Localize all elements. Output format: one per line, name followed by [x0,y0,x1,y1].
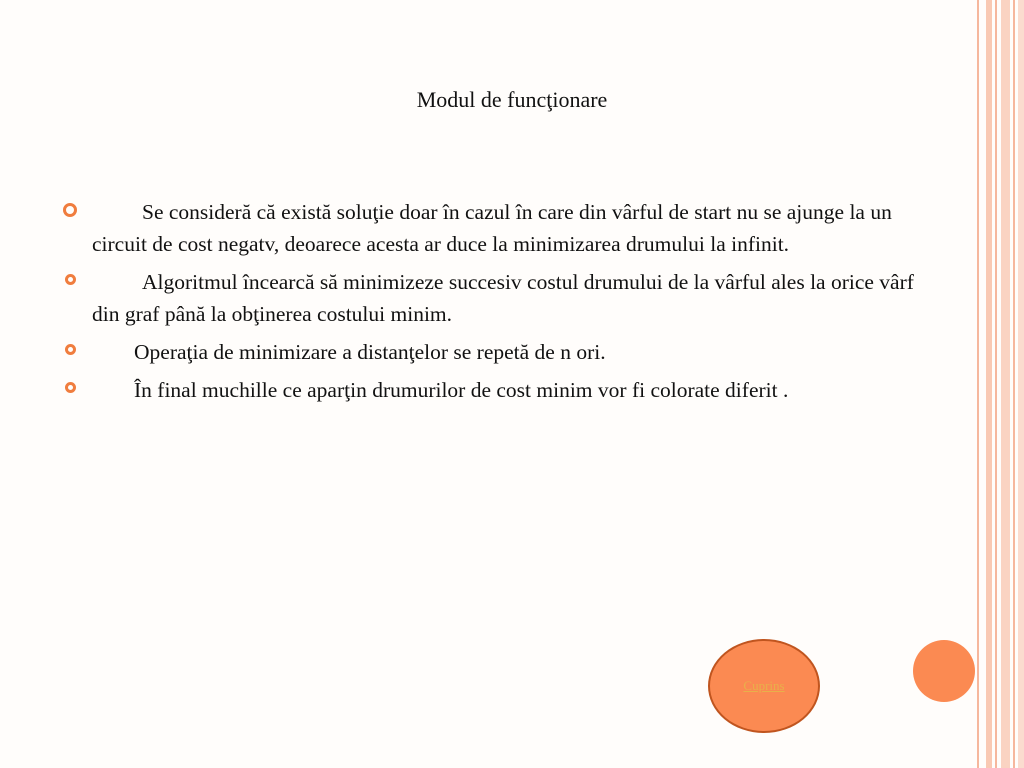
decor-stripe [977,0,979,768]
ring-bullet-icon [65,344,76,355]
slide-title: Modul de funcţionare [416,87,608,112]
list-item [62,266,942,330]
bullet-text: Se consideră că există soluţie doar în cazul în care din vârful de start nu se ajunge la un circuit de cost negatv, deoarece acesta ar duce la minimizarea drumului la infinit. [92,200,892,256]
bullet-text: Operaţia de minimizare a distanţelor se repetă de n ori. [134,340,606,364]
cuprins-link[interactable]: Cuprins [743,678,785,693]
bullet-text: În final muchille ce aparţin drumurilor de cost minim vor fi colorate diferit . [134,378,789,402]
ring-bullet-icon [63,203,77,217]
cuprins-button[interactable] [708,639,820,733]
decor-circle [913,640,975,702]
list-item [62,196,942,260]
ring-bullet-icon [65,274,76,285]
bullet-list [62,196,942,412]
decor-stripe [986,0,992,768]
decor-stripe [1018,0,1024,768]
decor-stripe [1001,0,1010,768]
list-item [62,336,942,368]
ring-bullet-icon [65,382,76,393]
decor-stripe [1013,0,1015,768]
list-item [62,374,942,406]
bullet-text: Algoritmul încearcă să minimizeze succesiv costul drumului de la vârful ales la orice vârf din graf până la obţinerea costului minim. [92,270,914,326]
decor-stripe [995,0,997,768]
